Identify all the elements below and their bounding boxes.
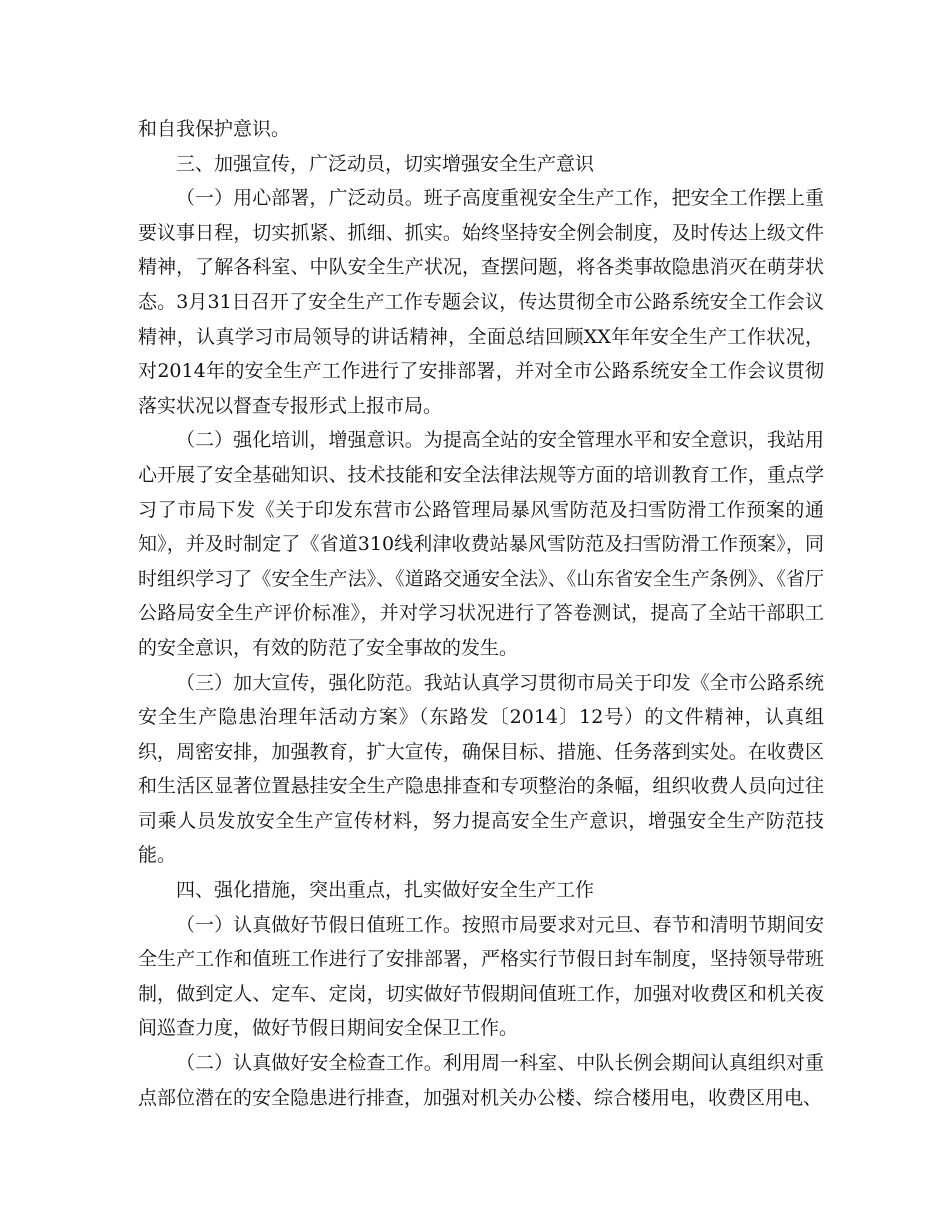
paragraph-4-2: （二）认真做好安全检查工作。利用周一科室、中队长例会期间认真组织对重点部位潜在的安全隐患进行排查，加强对机关办公楼、综合楼用电，收费区用电、 [138, 1052, 824, 1109]
document-body [138, 112, 824, 1115]
paragraph-4-1: （一）认真做好节假日值班工作。按照市局要求对元旦、春节和清明节期间安全生产工作和值班工作进行了安排部署，严格实行节假日封车制度，坚持领导带班制，做到定人、定车、定岗，切实做好节假期间值班工作，加强对收费区和机关夜间巡查力度，做好节假日期间安全保卫工作。 [138, 913, 824, 1040]
paragraph-3-1: （一）用心部署，广泛动员。班子高度重视安全生产工作，把安全工作摆上重要议事日程，切实抓紧、抓细、抓实。始终坚持安全例会制度，及时传达上级文件精神，了解各科室、中队安全生产状况，查摆问题，将各类事故隐患消灭在萌芽状态。3月31日召开了安全生产工作专题会议，传达贯彻全市公路系统安全工作会议精神，认真学习市局领导的讲话精神，全面总结回顾XX年年安全生产工作状况，对2014年的安全生产工作进行了安排部署，并对全市公路系统安全工作会议贯彻落实状况以督查专报形式上报市局。 [138, 187, 824, 417]
section-heading-3: 三、加强宣传，广泛动员，切实增强安全生产意识 [176, 152, 595, 175]
section-heading-4: 四、强化措施，突出重点，扎实做好安全生产工作 [176, 879, 595, 902]
paragraph-continuation: 和自我保护意识。 [138, 118, 291, 140]
paragraph-3-3: （三）加大宣传，强化防范。我站认真学习贯彻市局关于印发《全市公路系统安全生产隐患治理年活动方案》（东路发〔2014〕12号）的文件精神，认真组织，周密安排，加强教育，扩大宣传，确保目标、措施、任务落到实处。在收费区和生活区显著位置悬挂安全生产隐患排查和专项整治的条幅，组织收费人员向过往司乘人员发放安全生产宣传材料，努力提高安全生产意识，增强安全生产防范技能。 [138, 671, 824, 867]
paragraph-3-2: （二）强化培训，增强意识。为提高全站的安全管理水平和安全意识，我站用心开展了安全基础知识、技术技能和安全法律法规等方面的培训教育工作，重点学习了市局下发《关于印发东营市公路管理局暴风雪防范及扫雪防滑工作预案的通知》，并及时制定了《省道310线利津收费站暴风雪防范及扫雪防滑工作预案》，同时组织学习了《安全生产法》、《道路交通安全法》、《山东省安全生产条例》、《省厅公路局安全生产评价标准》，并对学习状况进行了答卷测试，提高了全站干部职工的安全意识，有效的防范了安全事故的发生。 [138, 429, 824, 659]
